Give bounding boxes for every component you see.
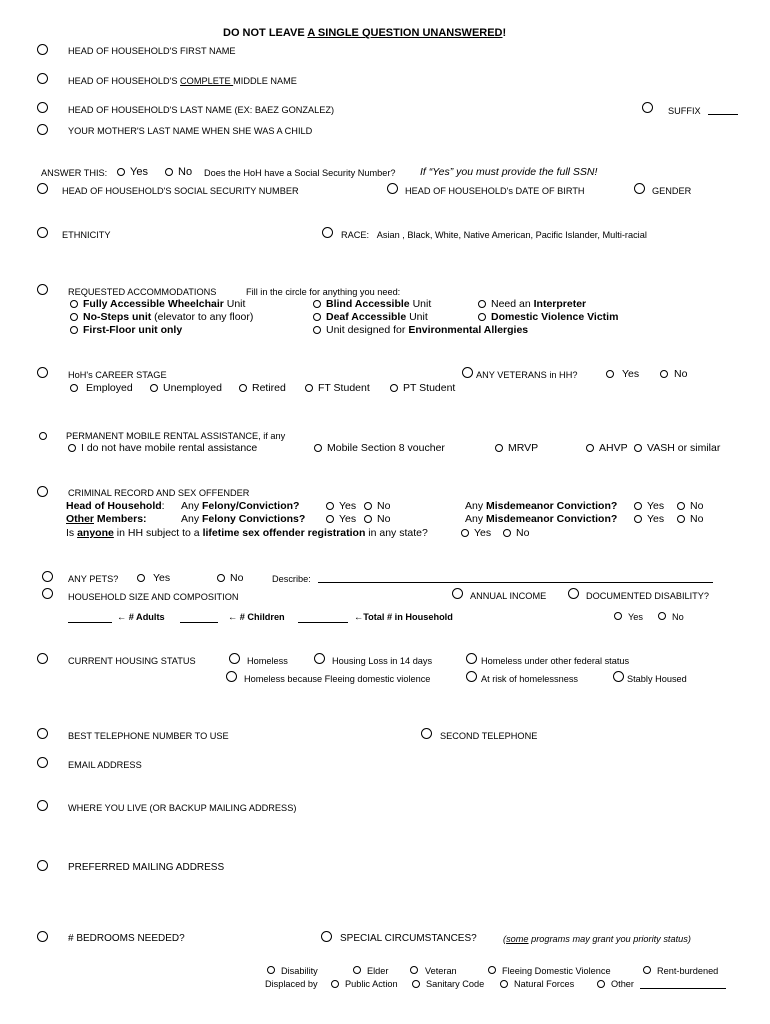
unemployed-label: Unemployed [163,382,222,394]
allergies-bold: Environmental Allergies [408,324,529,336]
fleeing-label: Homeless because Fleeing domestic violence [244,674,431,684]
pt-student-radio[interactable] [390,384,398,392]
housing-loss-label: Housing Loss in 14 days [332,656,433,666]
mobile-none-label: I do not have mobile rental assistance [81,442,258,454]
last-name-label: HEAD OF HOUSEHOLD'S LAST NAME (EX: BAEZ GONZALEZ) [68,105,335,115]
pets-no-label: No [230,572,244,584]
sc-natural-radio[interactable] [500,980,508,988]
sc-rent-radio[interactable] [643,966,651,974]
household-label: HOUSEHOLD SIZE AND COMPOSITION [68,592,239,602]
hoh-misd-any: Any [465,500,484,512]
mother-name-radio[interactable] [37,124,48,135]
total-line[interactable] [298,622,348,623]
wheelchair-bold: Fully Accessible Wheelchair [83,298,224,310]
wheelchair-radio[interactable] [70,300,78,308]
deaf-label [326,311,428,323]
ssn-label: HEAD OF HOUSEHOLD'S SOCIAL SECURITY NUMBER [62,186,299,196]
pets-describe-line[interactable] [318,582,713,583]
stably-label: Stably Housed [627,674,687,684]
sc-fleeing-radio[interactable] [488,966,496,974]
ahvp-label: AHVP [599,442,628,454]
ethnicity-radio[interactable] [37,227,48,238]
no-steps-rest: (elevator to any floor) [151,311,254,323]
career-radio[interactable] [37,367,48,378]
sc-displaced-label: Displaced by [265,979,318,989]
phone2-label: SECOND TELEPHONE [440,731,538,741]
phone-label: BEST TELEPHONE NUMBER TO USE [68,731,229,741]
email-radio[interactable] [37,757,48,768]
deaf-bold: Deaf Accessible [326,311,407,323]
veterans-no-label: No [674,368,688,380]
dv-victim-label: Domestic Violence Victim [491,311,619,323]
phone2-radio[interactable] [421,728,432,739]
hoh-felony-no-radio[interactable] [364,502,372,510]
blind-radio[interactable] [313,300,321,308]
veterans-yes-radio[interactable] [606,370,614,378]
hoh-misd-yes-label: Yes [647,500,665,512]
veterans-radio[interactable] [462,367,473,378]
live-radio[interactable] [37,800,48,811]
hoh-misd-question [465,500,617,512]
adults-line[interactable] [68,622,112,623]
ethnicity-label: ETHNICITY [62,230,111,240]
live-label: WHERE YOU LIVE (OR BACKUP MAILING ADDRESS) [68,803,297,813]
suffix-label: SUFFIX [668,106,701,116]
household-radio[interactable] [42,588,53,599]
disability-yes-radio[interactable] [614,612,622,620]
hoh-misd-yes-radio[interactable] [634,502,642,510]
email-label: EMAIL ADDRESS [68,760,142,770]
pets-radio[interactable] [42,571,53,582]
allergies-rest: Unit designed for [326,324,409,336]
sc-sanitary-radio[interactable] [412,980,420,988]
homeless-radio[interactable] [229,653,240,664]
accommodations-radio[interactable] [37,284,48,295]
title-underlined: A SINGLE QUESTION UNANSWERED [307,27,503,39]
accommodations-hint: Fill in the circle for anything you need: [246,287,401,297]
hoh-felony-yes-label: Yes [339,500,357,512]
so-is: Is [66,527,75,539]
phone-radio[interactable] [37,728,48,739]
hoh-felony-yes-radio[interactable] [326,502,334,510]
pets-yes-radio[interactable] [137,574,145,582]
unemployed-radio[interactable] [150,384,158,392]
gender-label: GENDER [652,186,692,196]
special-radio[interactable] [321,931,332,942]
other-felony-no-label: No [377,513,391,525]
other-misd-no-radio[interactable] [677,515,685,523]
retired-label: Retired [252,382,286,394]
ft-student-label: FT Student [318,382,370,394]
disability-label: DOCUMENTED DISABILITY? [586,591,710,601]
blind-bold: Blind Accessible [326,298,410,310]
risk-label: At risk of homelessness [481,674,579,684]
hoh-felony-row [66,500,165,512]
allergies-label [326,324,528,336]
deaf-rest: Unit [406,311,428,323]
other-misd: Misdemeanor Conviction? [486,513,618,525]
children-line[interactable] [180,622,218,623]
sc-elder-radio[interactable] [353,966,361,974]
disability-no-radio[interactable] [658,612,666,620]
middle-name-complete: COMPLETE [180,76,234,86]
vash-radio[interactable] [634,444,642,452]
race-options: Asian , Black, White, Native American, Pacific Islander, Multi-racial [376,230,647,240]
ssn-yes-label: Yes [130,166,148,178]
retired-radio[interactable] [239,384,247,392]
gender-radio[interactable] [634,183,645,194]
mobile-s8-radio[interactable] [314,444,322,452]
race-radio[interactable] [322,227,333,238]
interpreter-rest: Need an [491,298,534,310]
stably-radio[interactable] [613,671,624,682]
other-misd-no-label: No [690,513,704,525]
other-members-row [66,513,147,525]
mailing-label: PREFERRED MAILING ADDRESS [68,862,225,873]
so-in-hh: in HH subject to a [113,527,203,539]
interpreter-radio[interactable] [478,300,486,308]
other-misd-question [465,513,617,525]
ahvp-radio[interactable] [586,444,594,452]
other-misd-yes-label: Yes [647,513,665,525]
hoh-colon: : [161,500,165,512]
pets-no-radio[interactable] [217,574,225,582]
page-title [223,27,506,39]
sc-veteran-radio[interactable] [410,966,418,974]
ssn-no-label: No [178,166,193,178]
other-felony-yes-label: Yes [339,513,357,525]
pets-describe-label: Describe: [272,574,311,584]
suffix-line[interactable] [708,114,738,115]
bedrooms-label: # BEDROOMS NEEDED? [68,933,185,944]
criminal-label: CRIMINAL RECORD AND SEX OFFENDER [68,488,250,498]
so-yes-label: Yes [474,527,492,539]
employed-radio[interactable] [70,384,78,392]
first-floor-label: First-Floor unit only [83,324,183,336]
housing-radio[interactable] [37,653,48,664]
bedrooms-radio[interactable] [37,931,48,942]
sex-offender-question [66,527,428,539]
special-note [503,934,691,944]
interpreter-label [491,298,586,310]
last-name-radio[interactable] [37,102,48,113]
disability-yes-label: Yes [628,612,643,622]
so-yes-radio[interactable] [461,529,469,537]
sc-sanitary-label: Sanitary Code [426,979,485,989]
mother-name-label: YOUR MOTHER'S LAST NAME WHEN SHE WAS A CHILD [68,126,313,136]
career-label: HoH's CAREER STAGE [68,370,167,380]
pets-yes-label: Yes [153,572,171,584]
mrvp-radio[interactable] [495,444,503,452]
sc-disability-label: Disability [281,966,318,976]
disability-no-label: No [672,612,684,622]
hoh-felony-no-label: No [377,500,391,512]
hoh-misd: Misdemeanor Conviction? [486,500,618,512]
sc-veteran-label: Veteran [425,966,457,976]
mrvp-label: MRVP [508,442,539,454]
fleeing-radio[interactable] [226,671,237,682]
adults-label: ← # Adults [117,612,165,622]
no-steps-bold: No-Steps unit [83,311,152,323]
veterans-no-radio[interactable] [660,370,668,378]
so-any-state: in any state? [365,527,428,539]
dob-radio[interactable] [387,183,398,194]
mobile-none-radio[interactable] [68,444,76,452]
middle-name-label [68,76,297,86]
race-label [341,230,647,240]
other-label: Other [66,513,95,525]
dv-victim-radio[interactable] [478,313,486,321]
sc-elder-label: Elder [367,966,389,976]
employed-label: Employed [86,382,133,394]
deaf-radio[interactable] [313,313,321,321]
ssn-question: Does the HoH have a Social Security Number? [204,168,396,178]
other-any: Any [181,513,200,525]
hoh-felony-question [181,500,299,512]
sc-public-label: Public Action [345,979,398,989]
blind-label [326,298,431,310]
special-some: some [506,934,529,944]
dob-label: HEAD OF HOUSEHOLD's DATE OF BIRTH [405,186,585,196]
middle-name-radio[interactable] [37,73,48,84]
title-pre: DO NOT LEAVE [223,27,308,39]
other-felony-question [181,513,305,525]
ssn-no-radio[interactable] [165,168,173,176]
federal-radio[interactable] [466,653,477,664]
hoh-label: Head of Household [66,500,162,512]
other-misd-any: Any [465,513,484,525]
sc-disability-radio[interactable] [267,966,275,974]
so-anyone: anyone [77,527,114,539]
other-felony: Felony Convictions? [202,513,306,525]
criminal-radio[interactable] [37,486,48,497]
first-name-radio[interactable] [37,44,48,55]
interpreter-bold: Interpreter [533,298,587,310]
wheelchair-label [83,298,245,310]
hoh-misd-no-label: No [690,500,704,512]
special-paren: ( [503,934,507,944]
veterans-yes-label: Yes [622,368,640,380]
race-title: RACE: [341,230,370,240]
disability-radio[interactable] [568,588,579,599]
other-misd-yes-radio[interactable] [634,515,642,523]
pt-student-label: PT Student [403,382,456,394]
sc-other-label: Other [611,979,634,989]
sc-other-radio[interactable] [597,980,605,988]
risk-radio[interactable] [466,671,477,682]
sc-public-radio[interactable] [331,980,339,988]
suffix-radio[interactable] [642,102,653,113]
so-no-label: No [516,527,530,539]
income-label: ANNUAL INCOME [470,591,547,601]
other-felony-no-radio[interactable] [364,515,372,523]
sc-rent-label: Rent-burdened [657,966,719,976]
veterans-label: ANY VETERANS in HH? [476,370,578,380]
hoh-misd-no-radio[interactable] [677,502,685,510]
special-label: SPECIAL CIRCUMSTANCES? [340,933,477,944]
so-lifetime: lifetime sex offender registration [202,527,366,539]
first-floor-radio[interactable] [70,326,78,334]
special-rest: programs may grant you priority status) [528,934,691,944]
ssn-note: If “Yes” you must provide the full SSN! [420,166,598,178]
homeless-label: Homeless [247,656,288,666]
no-steps-label [83,311,253,323]
children-label: ← # Children [228,612,285,622]
sc-other-line[interactable] [640,988,726,989]
blind-rest: Unit [409,298,432,310]
middle-name-pre: HEAD OF HOUSEHOLD'S [68,76,181,86]
middle-name-post: MIDDLE NAME [233,76,297,86]
sc-fleeing-label: Fleeing Domestic Violence [502,966,611,976]
mobile-s8-label: Mobile Section 8 voucher [327,442,445,454]
federal-label: Homeless under other federal status [481,656,630,666]
income-radio[interactable] [452,588,463,599]
other-felony-yes-radio[interactable] [326,515,334,523]
ssn-yes-radio[interactable] [117,168,125,176]
mobile-label: PERMANENT MOBILE RENTAL ASSISTANCE, if any [66,431,286,441]
mobile-radio[interactable] [39,432,47,440]
wheelchair-rest: Unit [223,298,246,310]
no-steps-radio[interactable] [70,313,78,321]
so-no-radio[interactable] [503,529,511,537]
housing-loss-radio[interactable] [314,653,325,664]
allergies-radio[interactable] [313,326,321,334]
hoh-felony: Felony/Conviction? [202,500,300,512]
mailing-radio[interactable] [37,860,48,871]
vash-label: VASH or similar [647,442,721,454]
members-label: Members: [94,513,147,525]
ft-student-radio[interactable] [305,384,313,392]
sc-natural-label: Natural Forces [514,979,575,989]
pets-label: ANY PETS? [68,574,119,584]
total-label: ←Total # in Household [354,612,453,622]
answer-this-label: ANSWER THIS: [41,168,108,178]
accommodations-label: REQUESTED ACCOMMODATIONS [68,287,217,297]
first-name-label: HEAD OF HOUSEHOLD'S FIRST NAME [68,46,236,56]
ssn-radio[interactable] [37,183,48,194]
housing-label: CURRENT HOUSING STATUS [68,656,196,666]
title-post: ! [502,27,507,39]
hoh-any: Any [181,500,200,512]
